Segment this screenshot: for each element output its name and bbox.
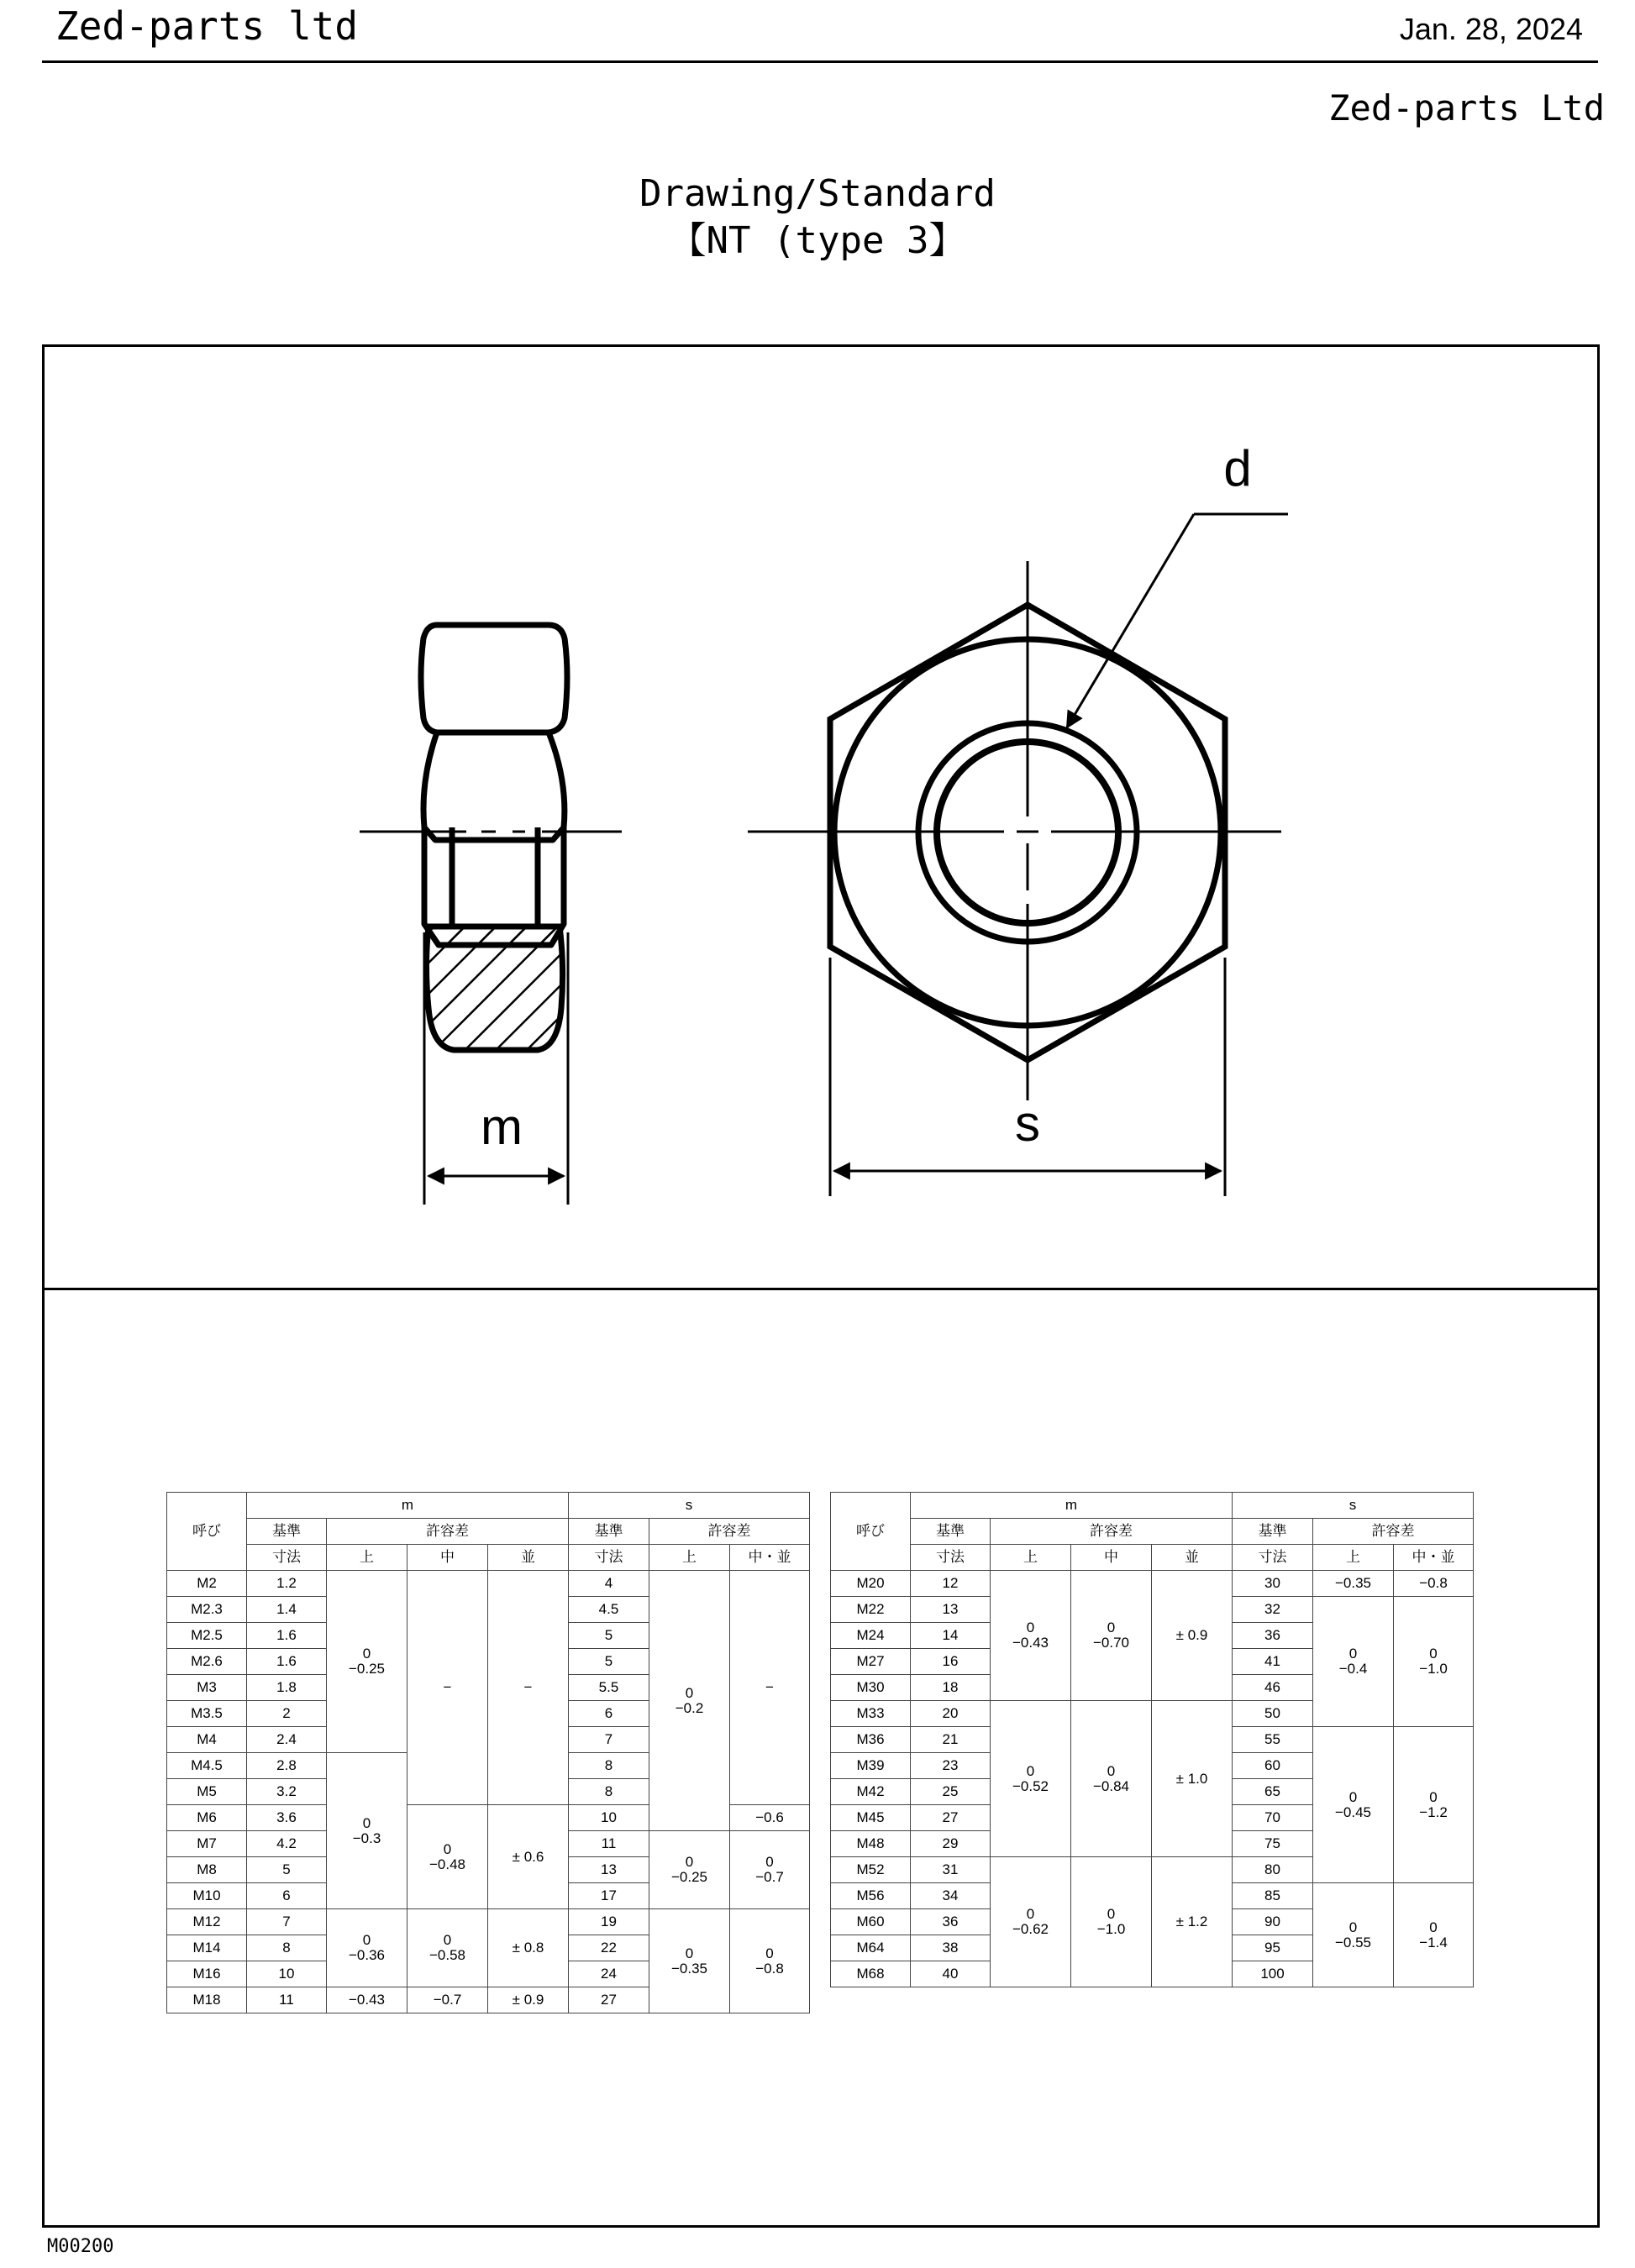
cell-tolerance: ± 0.8 <box>488 1909 569 1987</box>
cell-s-basic: 75 <box>1233 1831 1313 1857</box>
header-middle: 中 <box>407 1545 488 1571</box>
header-basic: 基準 <box>569 1519 649 1545</box>
leader-d <box>1067 514 1288 727</box>
cell-m-basic: 38 <box>911 1935 991 1961</box>
cell-m-basic: 40 <box>911 1961 991 1987</box>
cell-call: M10 <box>167 1883 247 1909</box>
cell-call: M56 <box>831 1883 911 1909</box>
cell-tolerance: ± 1.0 <box>1152 1701 1233 1857</box>
header-s: s <box>569 1493 810 1519</box>
cell-tolerance: 0 −0.25 <box>649 1831 730 1909</box>
cell-call: M39 <box>831 1753 911 1779</box>
cell-m-basic: 16 <box>911 1649 991 1675</box>
cell-s-basic: 11 <box>569 1831 649 1857</box>
cell-m-basic: 14 <box>911 1623 991 1649</box>
cell-m-basic: 29 <box>911 1831 991 1857</box>
cell-m-basic: 5 <box>247 1857 327 1883</box>
cell-call: M24 <box>831 1623 911 1649</box>
header-middle-normal: 中・並 <box>1394 1545 1474 1571</box>
cell-tolerance: ± 0.6 <box>488 1805 569 1909</box>
cell-tolerance: 0 −0.84 <box>1071 1701 1152 1857</box>
cell-call: M22 <box>831 1597 911 1623</box>
cell-call: M8 <box>167 1857 247 1883</box>
cell-tolerance: ± 1.2 <box>1152 1857 1233 1987</box>
cell-s-basic: 19 <box>569 1909 649 1935</box>
header-size: 寸法 <box>1233 1545 1313 1571</box>
header-tolerance: 許容差 <box>327 1519 569 1545</box>
cell-tolerance: − <box>488 1571 569 1805</box>
cell-call: M33 <box>831 1701 911 1727</box>
cell-call: M30 <box>831 1675 911 1701</box>
cell-s-basic: 13 <box>569 1857 649 1883</box>
cell-tolerance: 0 −0.3 <box>327 1753 407 1909</box>
cell-m-basic: 27 <box>911 1805 991 1831</box>
label-s: s <box>1015 1095 1040 1152</box>
header-upper: 上 <box>327 1545 407 1571</box>
cell-m-basic: 3.6 <box>247 1805 327 1831</box>
cell-s-basic: 5 <box>569 1649 649 1675</box>
cell-s-basic: 55 <box>1233 1727 1313 1753</box>
cell-s-basic: 60 <box>1233 1753 1313 1779</box>
cell-tolerance: 0 −0.62 <box>991 1857 1071 1987</box>
cell-tolerance: 0 −0.43 <box>991 1571 1071 1701</box>
company-name-right: Zed-parts Ltd <box>1328 87 1605 129</box>
cell-s-basic: 65 <box>1233 1779 1313 1805</box>
cell-tolerance: 0 −0.70 <box>1071 1571 1152 1701</box>
cell-tolerance: − <box>407 1571 488 1805</box>
cell-s-basic: 70 <box>1233 1805 1313 1831</box>
table-row <box>831 1571 1474 1597</box>
frame-divider <box>42 1288 1600 1290</box>
header-m: m <box>911 1493 1233 1519</box>
cell-m-basic: 25 <box>911 1779 991 1805</box>
cell-m-basic: 34 <box>911 1883 991 1909</box>
cell-s-basic: 46 <box>1233 1675 1313 1701</box>
cell-tolerance: 0 −0.36 <box>327 1909 407 1987</box>
cell-call: M2.5 <box>167 1623 247 1649</box>
header-size: 寸法 <box>911 1545 991 1571</box>
cell-m-basic: 4.2 <box>247 1831 327 1857</box>
header-upper: 上 <box>991 1545 1071 1571</box>
label-d: d <box>1223 440 1252 496</box>
cell-m-basic: 1.6 <box>247 1623 327 1649</box>
cell-m-basic: 36 <box>911 1909 991 1935</box>
cell-tolerance: ± 0.9 <box>1152 1571 1233 1701</box>
table-row <box>167 1571 810 1597</box>
cell-call: M20 <box>831 1571 911 1597</box>
cell-m-basic: 11 <box>247 1987 327 2013</box>
cell-s-basic: 17 <box>569 1883 649 1909</box>
cell-s-basic: 6 <box>569 1701 649 1727</box>
cell-tolerance: −0.35 <box>1313 1571 1394 1597</box>
drawing-title <box>0 171 1635 265</box>
cell-tolerance: −0.43 <box>327 1987 407 2013</box>
cell-s-basic: 30 <box>1233 1571 1313 1597</box>
cell-call: M5 <box>167 1779 247 1805</box>
cell-s-basic: 5 <box>569 1623 649 1649</box>
header-size: 寸法 <box>247 1545 327 1571</box>
header-tolerance: 許容差 <box>1313 1519 1474 1545</box>
cell-s-basic: 41 <box>1233 1649 1313 1675</box>
cell-s-basic: 50 <box>1233 1701 1313 1727</box>
cell-call: M4.5 <box>167 1753 247 1779</box>
cell-call: M3.5 <box>167 1701 247 1727</box>
label-m: m <box>481 1099 523 1155</box>
cell-tolerance: 0 −0.7 <box>730 1831 810 1909</box>
cell-m-basic: 23 <box>911 1753 991 1779</box>
cell-m-basic: 3.2 <box>247 1779 327 1805</box>
cell-tolerance: 0 −0.4 <box>1313 1597 1394 1727</box>
cell-tolerance: − <box>730 1571 810 1805</box>
cell-s-basic: 8 <box>569 1779 649 1805</box>
cell-call: M42 <box>831 1779 911 1805</box>
cell-m-basic: 2.8 <box>247 1753 327 1779</box>
cell-call: M7 <box>167 1831 247 1857</box>
header-m: m <box>247 1493 569 1519</box>
cell-call: M68 <box>831 1961 911 1987</box>
header-middle: 中 <box>1071 1545 1152 1571</box>
cell-s-basic: 7 <box>569 1727 649 1753</box>
header-normal: 並 <box>488 1545 569 1571</box>
cell-s-basic: 36 <box>1233 1623 1313 1649</box>
cell-call: M3 <box>167 1675 247 1701</box>
header-size: 寸法 <box>569 1545 649 1571</box>
cell-call: M2.6 <box>167 1649 247 1675</box>
cell-tolerance: −0.8 <box>1394 1571 1474 1597</box>
cell-call: M18 <box>167 1987 247 2013</box>
cell-call: M48 <box>831 1831 911 1857</box>
cell-call: M36 <box>831 1727 911 1753</box>
cell-tolerance: 0 −0.58 <box>407 1909 488 1987</box>
cell-m-basic: 1.8 <box>247 1675 327 1701</box>
cell-m-basic: 18 <box>911 1675 991 1701</box>
cell-tolerance: 0 −0.8 <box>730 1909 810 2013</box>
cell-call: M52 <box>831 1857 911 1883</box>
title-line-1: Drawing/Standard <box>639 172 996 215</box>
cell-m-basic: 1.2 <box>247 1571 327 1597</box>
cell-s-basic: 4 <box>569 1571 649 1597</box>
cell-s-basic: 95 <box>1233 1935 1313 1961</box>
header-s: s <box>1233 1493 1474 1519</box>
header-rule <box>42 60 1598 63</box>
header-basic: 基準 <box>911 1519 991 1545</box>
cell-tolerance: 0 −0.55 <box>1313 1883 1394 1987</box>
cell-m-basic: 10 <box>247 1961 327 1987</box>
cell-tolerance: 0 −0.2 <box>649 1571 730 1831</box>
cell-tolerance: 0 −1.4 <box>1394 1883 1474 1987</box>
size-table-right <box>830 1492 1474 1987</box>
company-name: Zed-parts ltd <box>55 3 359 49</box>
cell-s-basic: 24 <box>569 1961 649 1987</box>
header-tolerance: 許容差 <box>991 1519 1233 1545</box>
cell-s-basic: 5.5 <box>569 1675 649 1701</box>
cell-tolerance: ± 0.9 <box>488 1987 569 2013</box>
cell-m-basic: 1.4 <box>247 1597 327 1623</box>
header-basic: 基準 <box>1233 1519 1313 1545</box>
cell-s-basic: 100 <box>1233 1961 1313 1987</box>
cell-call: M27 <box>831 1649 911 1675</box>
cell-call: M45 <box>831 1805 911 1831</box>
cell-call: M2 <box>167 1571 247 1597</box>
cell-call: M16 <box>167 1961 247 1987</box>
cell-call: M4 <box>167 1727 247 1753</box>
cell-tolerance: 0 −1.0 <box>1071 1857 1152 1987</box>
header-upper: 上 <box>1313 1545 1394 1571</box>
cell-m-basic: 2.4 <box>247 1727 327 1753</box>
cell-call: M2.3 <box>167 1597 247 1623</box>
document-date: Jan. 28, 2024 <box>1399 12 1583 46</box>
cell-m-basic: 20 <box>911 1701 991 1727</box>
cell-tolerance: −0.6 <box>730 1805 810 1831</box>
cell-s-basic: 27 <box>569 1987 649 2013</box>
cell-m-basic: 8 <box>247 1935 327 1961</box>
cell-tolerance: 0 −0.45 <box>1313 1727 1394 1883</box>
cell-m-basic: 31 <box>911 1857 991 1883</box>
hex-nut-drawing <box>45 347 1597 1286</box>
cell-m-basic: 1.6 <box>247 1649 327 1675</box>
cell-tolerance: 0 −0.52 <box>991 1701 1071 1857</box>
cell-m-basic: 6 <box>247 1883 327 1909</box>
header-upper: 上 <box>649 1545 730 1571</box>
cell-s-basic: 10 <box>569 1805 649 1831</box>
header-basic: 基準 <box>247 1519 327 1545</box>
cell-tolerance: 0 −0.48 <box>407 1805 488 1909</box>
cell-m-basic: 13 <box>911 1597 991 1623</box>
cell-s-basic: 85 <box>1233 1883 1313 1909</box>
cell-s-basic: 80 <box>1233 1857 1313 1883</box>
cell-s-basic: 22 <box>569 1935 649 1961</box>
nut-side-view <box>421 625 567 1050</box>
size-table-left <box>166 1492 810 2013</box>
cell-call: M60 <box>831 1909 911 1935</box>
cell-m-basic: 2 <box>247 1701 327 1727</box>
header-tolerance: 許容差 <box>649 1519 810 1545</box>
cell-tolerance: 0 −1.2 <box>1394 1727 1474 1883</box>
cell-tolerance: 0 −0.35 <box>649 1909 730 2013</box>
cell-m-basic: 12 <box>911 1571 991 1597</box>
title-line-2: 【NT (type 3】 <box>669 219 966 262</box>
table-row <box>167 1909 810 1935</box>
cell-s-basic: 90 <box>1233 1909 1313 1935</box>
cell-tolerance: −0.7 <box>407 1987 488 2013</box>
cell-tolerance: 0 −1.0 <box>1394 1597 1474 1727</box>
cell-call: M12 <box>167 1909 247 1935</box>
header-normal: 並 <box>1152 1545 1233 1571</box>
document-code: M00200 <box>47 2236 114 2257</box>
cell-m-basic: 21 <box>911 1727 991 1753</box>
header-call: 呼び <box>167 1493 247 1571</box>
cell-s-basic: 8 <box>569 1753 649 1779</box>
cell-call: M64 <box>831 1935 911 1961</box>
cell-call: M6 <box>167 1805 247 1831</box>
header-call: 呼び <box>831 1493 911 1571</box>
cell-call: M14 <box>167 1935 247 1961</box>
cell-m-basic: 7 <box>247 1909 327 1935</box>
cell-tolerance: 0 −0.25 <box>327 1571 407 1753</box>
cell-s-basic: 4.5 <box>569 1597 649 1623</box>
cell-s-basic: 32 <box>1233 1597 1313 1623</box>
header-middle-normal: 中・並 <box>730 1545 810 1571</box>
